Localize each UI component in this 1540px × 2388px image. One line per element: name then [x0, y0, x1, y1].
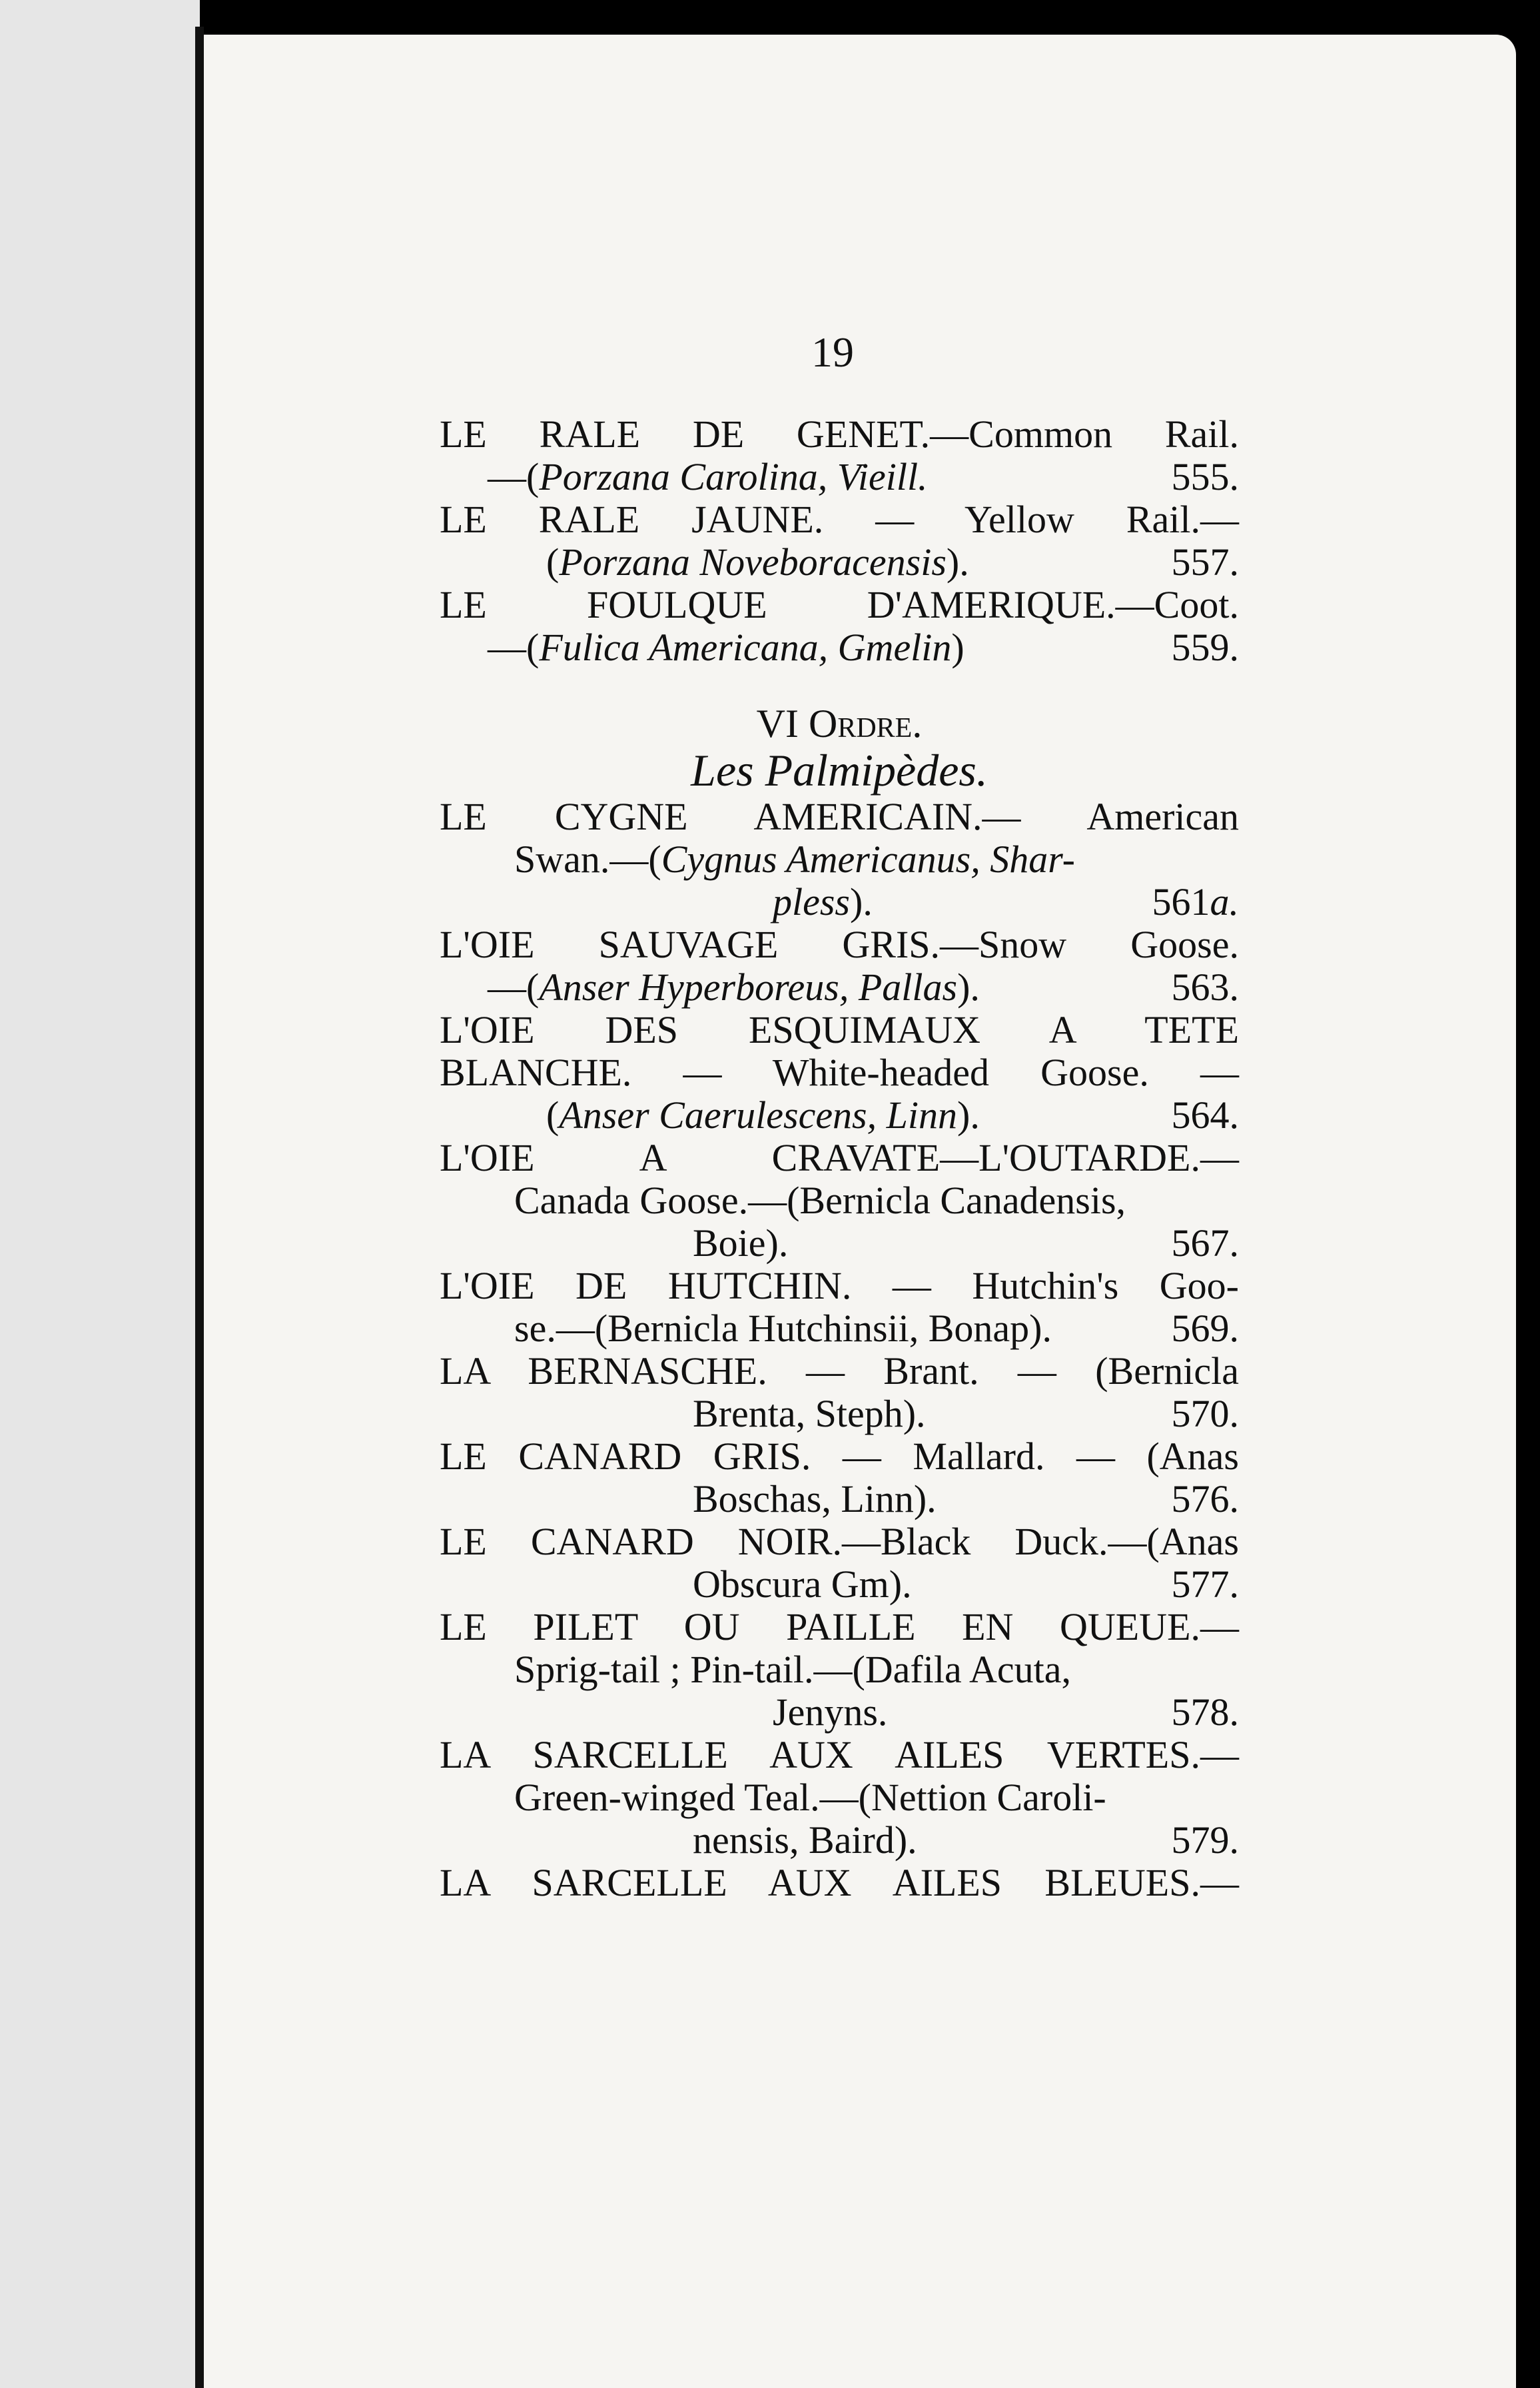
order-roman: VI	[756, 702, 799, 746]
entry-cygne-title: LE CYGNE AMERICAIN.— American	[440, 795, 1239, 838]
entry-title: LE RALE JAUNE. — Yellow Rail.—	[440, 498, 1239, 541]
entry-canard-gris-title: LE CANARD GRIS. — Mallard. — (Anas	[440, 1435, 1239, 1478]
entry-canard-noir-title: LE CANARD NOIR.—Black Duck.—(Anas	[440, 1520, 1239, 1563]
entry-number: 555.	[1171, 455, 1239, 498]
entry-pilet-title: LE PILET OU PAILLE EN QUEUE.—	[440, 1605, 1239, 1648]
entry-number: 576.	[1171, 1477, 1239, 1520]
entry-number: 563.	[1171, 965, 1239, 1009]
page-number: 19	[811, 328, 854, 376]
entry-number: 579.	[1171, 1818, 1239, 1862]
entry-latin: (Porzana Noveboracensis). 557.	[546, 540, 1239, 584]
entry-pilet-text-2: Jenyns. 578.	[773, 1690, 1239, 1734]
entry-title: LE RALE DE GENET.—Common Rail.	[440, 412, 1239, 456]
entry-number: 569.	[1171, 1307, 1239, 1350]
entry-sarcelle-vertes-text: Green-winged Teal.—(Nettion Caroli-	[514, 1776, 1106, 1819]
entry-oie-esquimaux-latin: (Anser Caerulescens, Linn). 564.	[546, 1093, 1239, 1137]
order-heading	[440, 702, 1239, 745]
entry-cygne-latin-end: pless). 561a.	[773, 880, 1239, 923]
entry-number: 570.	[1171, 1392, 1239, 1435]
entry-oie-cravate-title: L'OIE A CRAVATE—L'OUTARDE.—	[440, 1136, 1239, 1179]
entry-oie-esquimaux-title: L'OIE DES ESQUIMAUX A TETE	[440, 1008, 1239, 1051]
entry-oie-sauvage-latin: —(Anser Hyperboreus, Pallas). 563.	[488, 965, 1239, 1009]
entry-cygne-latin: Swan.—(Cygnus Americanus, Shar-	[514, 838, 1075, 881]
entry-pilet-text: Sprig-tail ; Pin-tail.—(Dafila Acuta,	[514, 1648, 1071, 1691]
entry-number: 559.	[1171, 626, 1239, 669]
entry-number: 564.	[1171, 1093, 1239, 1137]
entry-sarcelle-bleues-title: LA SARCELLE AUX AILES BLEUES.—	[440, 1861, 1239, 1904]
order-name: Les Palmipèdes.	[691, 745, 988, 796]
entry-bernasche-text: Brenta, Steph). 570.	[693, 1392, 1239, 1435]
entry-latin: —(Porzana Carolina, Vieill. 555.	[488, 455, 1239, 498]
entry-oie-hutchin-title: L'OIE DE HUTCHIN. — Hutchin's Goo-	[440, 1264, 1239, 1307]
entry-rale-jaune	[440, 498, 1239, 584]
order-word: Ordre.	[808, 702, 923, 746]
entry-number: 578.	[1171, 1690, 1239, 1734]
entry-rale-de-genet	[440, 413, 1239, 498]
entry-foulque	[440, 584, 1239, 669]
entry-sarcelle-vertes-text-2: nensis, Baird). 579.	[693, 1818, 1239, 1862]
entry-number: 577.	[1171, 1562, 1239, 1606]
entry-sarcelle-vertes-title: LA SARCELLE AUX AILES VERTES.—	[440, 1733, 1239, 1776]
entry-latin: —(Fulica Americana, Gmelin) 559.	[488, 626, 1239, 669]
entry-oie-hutchin-text: se.—(Bernicla Hutchinsii, Bonap). 569.	[514, 1307, 1239, 1350]
entry-oie-cravate-text-2: Boie). 567.	[693, 1221, 1239, 1265]
scan-left-margin	[0, 0, 200, 2388]
species-list	[440, 413, 1239, 1904]
entry-canard-gris-text: Boschas, Linn). 576.	[693, 1477, 1239, 1520]
entry-title: LE FOULQUE D'AMERIQUE.—Coot.	[440, 583, 1239, 626]
entry-canard-noir-text: Obscura Gm). 577.	[693, 1562, 1239, 1606]
entry-bernasche-title: LA BERNASCHE. — Brant. — (Bernicla	[440, 1349, 1239, 1393]
entry-number: 557.	[1171, 540, 1239, 584]
entry-oie-esquimaux-title-2: BLANCHE. — White-headed Goose. —	[440, 1051, 1239, 1094]
entry-oie-cravate-text: Canada Goose.—(Bernicla Canadensis,	[514, 1179, 1126, 1222]
book-spine-edge	[195, 27, 204, 2388]
entry-number: 567.	[1171, 1221, 1239, 1265]
entry-number: 561a.	[1152, 880, 1239, 923]
entry-oie-sauvage-title: L'OIE SAUVAGE GRIS.—Snow Goose.	[440, 923, 1239, 966]
